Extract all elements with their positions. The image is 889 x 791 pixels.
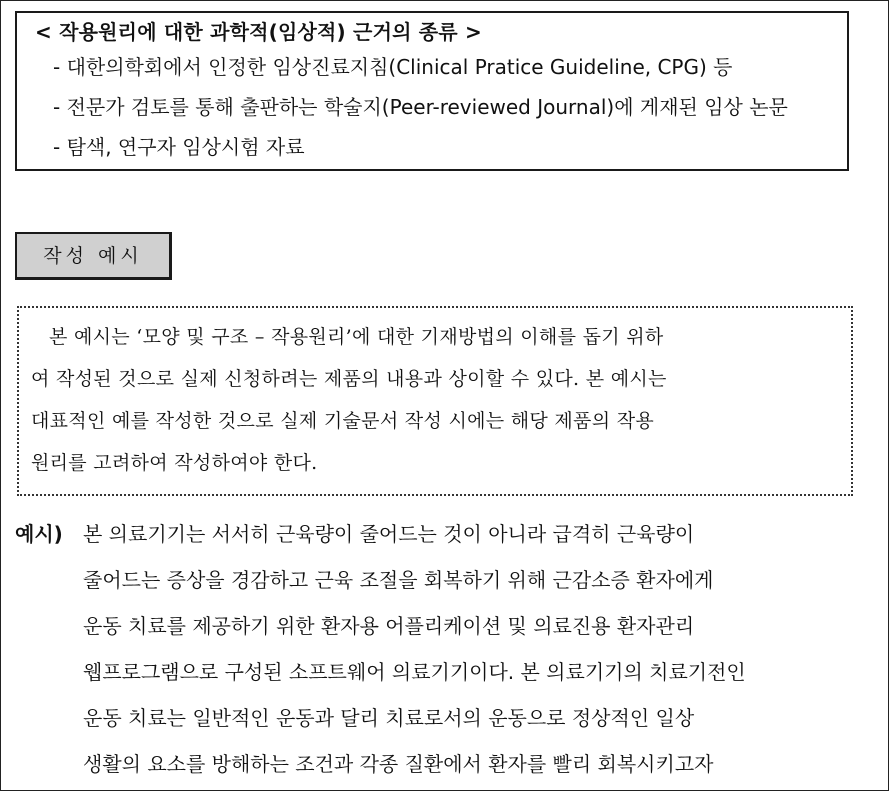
notice-line: 본 예시는 ‘모양 및 구조 – 작용원리’에 대한 기재방법의 이해를 돕기 위하 xyxy=(49,326,664,348)
evidence-item-cpg: - 대한의학회에서 인정한 임상진료지침(Clinical Pratice Guideline, CPG) 등 xyxy=(53,55,733,79)
evidence-types-box xyxy=(15,11,849,171)
example-line: 운동 치료를 제공하기 위한 환자용 어플리케이션 및 의료진용 환자관리 xyxy=(83,614,695,638)
example-line: 운동 치료는 일반적인 운동과 달리 치료로서의 운동으로 정상적인 일상 xyxy=(83,706,695,730)
example-line: 생활의 요소를 방해하는 조건과 각종 질환에서 환자를 빨리 회복시키고자 xyxy=(83,752,714,776)
evidence-types-title: < 작용원리에 대한 과학적(임상적) 근거의 종류 > xyxy=(35,20,482,44)
example-body xyxy=(83,511,863,787)
notice-line: 원리를 고려하여 작성하여야 한다. xyxy=(31,452,318,474)
example-notice-box xyxy=(17,306,853,496)
example-label: 예시) xyxy=(15,522,63,546)
notice-line: 여 작성된 것으로 실제 신청하려는 제품의 내용과 상이할 수 있다. 본 예시는 xyxy=(31,368,667,390)
example-line: 웹프로그램으로 구성된 소프트웨어 의료기기이다. 본 의료기기의 치료기전인 xyxy=(83,660,746,684)
example-line: 본 의료기기는 서서히 근육량이 줄어드는 것이 아니라 급격히 근육량이 xyxy=(83,522,695,546)
evidence-item-trial-data: - 탐색, 연구자 임상시험 자료 xyxy=(53,135,305,159)
notice-line: 대표적인 예를 작성한 것으로 실제 기술문서 작성 시에는 해당 제품의 작용 xyxy=(31,410,655,432)
example-line: 줄어드는 증상을 경감하고 근육 조절을 회복하기 위해 근감소증 환자에게 xyxy=(83,568,714,592)
evidence-item-journal: - 전문가 검토를 통해 출판하는 학술지(Peer-reviewed Journal)에 게재된 임상 논문 xyxy=(53,95,788,119)
example-section xyxy=(15,511,875,787)
writing-example-button[interactable]: 작성 예시 xyxy=(15,232,172,280)
